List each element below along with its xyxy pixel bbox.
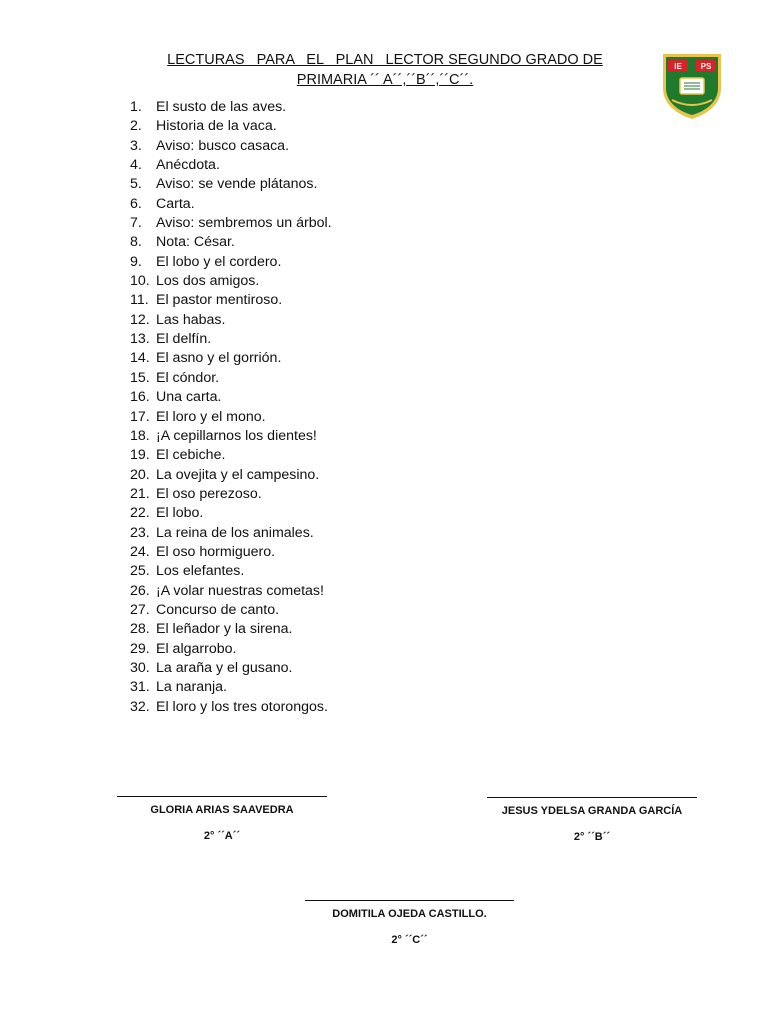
signature-block-b	[487, 797, 697, 844]
reading-number: 24.	[130, 543, 150, 560]
reading-number: 23.	[130, 524, 150, 541]
crest-label-right: PS	[700, 62, 712, 71]
reading-title: El lobo y el cordero.	[156, 253, 282, 270]
reading-item	[130, 524, 332, 543]
reading-number: 14.	[130, 350, 150, 367]
reading-number: 18.	[130, 427, 150, 444]
reading-number: 16.	[130, 389, 150, 406]
reading-title: Nota: César.	[156, 234, 235, 251]
reading-item	[130, 698, 332, 717]
reading-number: 25.	[130, 563, 150, 580]
reading-item	[130, 408, 332, 427]
signature-grade: 2° ´´B´´	[573, 831, 611, 843]
reading-title: El loro y los tres otorongos.	[156, 698, 328, 715]
reading-item	[130, 195, 332, 214]
reading-number: 15.	[130, 369, 150, 386]
reading-number: 2.	[130, 118, 142, 135]
reading-title: El cóndor.	[156, 369, 220, 386]
reading-number: 30.	[130, 659, 150, 676]
reading-item	[130, 562, 332, 581]
reading-item	[130, 233, 332, 252]
reading-list	[130, 98, 332, 717]
reading-title: ¡A cepillarnos los dientes!	[156, 427, 317, 444]
reading-item	[130, 272, 332, 291]
reading-title: Aviso: sembremos un árbol.	[156, 215, 332, 232]
reading-title: Carta.	[156, 195, 195, 212]
reading-item	[130, 156, 332, 175]
reading-number: 6.	[130, 195, 142, 212]
reading-number: 28.	[130, 621, 150, 638]
reading-title: El cebiche.	[156, 447, 226, 464]
reading-item	[130, 311, 332, 330]
reading-item	[130, 349, 332, 368]
reading-item	[130, 117, 332, 136]
reading-number: 4.	[130, 157, 142, 174]
reading-title: El pastor mentiroso.	[156, 292, 283, 309]
reading-number: 10.	[130, 273, 150, 290]
reading-title: La ovejita y el campesino.	[156, 466, 320, 483]
reading-title: El susto de las aves.	[156, 99, 287, 115]
reading-title: El oso perezoso.	[156, 485, 262, 502]
reading-number: 3.	[130, 137, 142, 154]
reading-title: Los elefantes.	[156, 563, 245, 580]
reading-number: 7.	[130, 215, 142, 232]
reading-title: La naranja.	[156, 679, 227, 696]
signature-grade: 2° ´´C´´	[391, 934, 428, 946]
reading-number: 12.	[130, 311, 150, 328]
signature-name: JESUS YDELSA GRANDA GARCÍA	[501, 805, 683, 817]
reading-item	[130, 330, 332, 349]
reading-item	[130, 659, 332, 678]
reading-title: Historia de la vaca.	[156, 118, 277, 135]
reading-item	[130, 427, 332, 446]
signature-name: GLORIA ARIAS SAAVEDRA	[150, 804, 294, 816]
signature-name: DOMITILA OJEDA CASTILLO.	[332, 908, 487, 920]
reading-title: La reina de los animales.	[156, 524, 314, 541]
document-title	[120, 50, 650, 90]
reading-title: Anécdota.	[156, 157, 220, 174]
reading-number: 20.	[130, 466, 150, 483]
reading-title: El delfín.	[156, 331, 212, 348]
signature-block-a	[117, 796, 327, 843]
reading-number: 5.	[130, 176, 142, 193]
reading-title: Aviso: busco casaca.	[156, 137, 290, 154]
signature-grade: 2° ´´A´´	[203, 830, 241, 842]
reading-title: El oso hormiguero.	[156, 543, 276, 560]
title-line-1: LECTURAS PARA EL PLAN LECTOR SEGUNDO GRADO DE	[167, 52, 603, 68]
reading-item	[130, 98, 332, 117]
reading-number: 31.	[130, 679, 150, 696]
reading-title: ¡A volar nuestras cometas!	[156, 582, 324, 599]
reading-number: 19.	[130, 447, 150, 464]
reading-number: 32.	[130, 698, 150, 715]
reading-item	[130, 369, 332, 388]
reading-item	[130, 291, 332, 310]
reading-title: El loro y el mono.	[156, 408, 266, 425]
reading-item	[130, 137, 332, 156]
reading-item	[130, 485, 332, 504]
reading-item	[130, 466, 332, 485]
reading-number: 27.	[130, 601, 150, 618]
signature-line	[487, 797, 697, 798]
reading-number: 1.	[130, 99, 142, 115]
reading-title: Las habas.	[156, 311, 226, 328]
title-line-2: PRIMARIA ´´ A´´,´´B´´,´´C´´.	[296, 72, 474, 88]
reading-item	[130, 214, 332, 233]
reading-item	[130, 678, 332, 697]
reading-title: Una carta.	[156, 389, 222, 406]
reading-title: El leñador y la sirena.	[156, 621, 293, 638]
reading-item	[130, 601, 332, 620]
reading-number: 8.	[130, 234, 142, 251]
reading-number: 11.	[130, 292, 149, 309]
reading-number: 9.	[130, 253, 142, 270]
reading-item	[130, 175, 332, 194]
reading-number: 21.	[130, 485, 150, 502]
reading-item	[130, 582, 332, 601]
signature-line	[305, 900, 514, 901]
reading-title: El asno y el gorrión.	[156, 350, 282, 367]
reading-title: Aviso: se vende plátanos.	[156, 176, 318, 193]
reading-number: 22.	[130, 505, 150, 522]
signature-line	[117, 796, 327, 797]
school-crest-logo	[658, 48, 726, 122]
reading-item	[130, 543, 332, 562]
reading-title: Concurso de canto.	[156, 601, 280, 618]
reading-item	[130, 388, 332, 407]
reading-number: 13.	[130, 331, 150, 348]
reading-item	[130, 253, 332, 272]
reading-number: 29.	[130, 640, 150, 657]
crest-label-left: IE	[674, 62, 682, 71]
reading-item	[130, 504, 332, 523]
signature-block-c	[305, 900, 514, 947]
reading-title: Los dos amigos.	[156, 273, 260, 290]
reading-item	[130, 620, 332, 639]
reading-item	[130, 640, 332, 659]
reading-item	[130, 446, 332, 465]
reading-title: La araña y el gusano.	[156, 659, 293, 676]
reading-number: 17.	[130, 408, 150, 425]
reading-number: 26.	[130, 582, 150, 599]
reading-title: El algarrobo.	[156, 640, 237, 657]
reading-title: El lobo.	[156, 505, 204, 522]
